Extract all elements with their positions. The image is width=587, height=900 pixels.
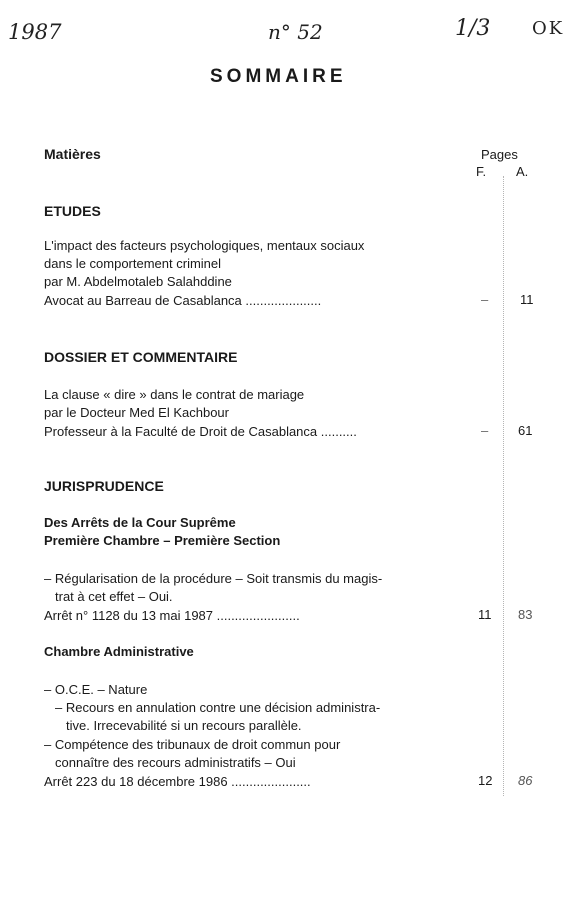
dossier-line-3: Professeur à la Faculté de Droit de Casablanca .......... <box>44 424 357 439</box>
handwritten-fraction: 1/3 <box>455 16 491 41</box>
entry1-line-1: – Régularisation de la procédure – Soit transmis du magis- <box>44 571 383 586</box>
handwritten-ok: OK <box>532 18 565 39</box>
etudes-line-4: Avocat au Barreau de Casablanca ..................... <box>44 293 322 308</box>
dossier-page-f: – <box>481 423 489 438</box>
section-heading-etudes: ETUDES <box>44 203 101 219</box>
page-title: SOMMAIRE <box>210 66 347 87</box>
entry2-page-a: 86 <box>518 773 533 788</box>
column-f: F. <box>476 164 487 179</box>
column-matieres: Matières <box>44 146 101 162</box>
column-pages: Pages <box>481 147 518 162</box>
cour-supreme-heading: Des Arrêts de la Cour Suprême <box>44 515 236 530</box>
column-a: A. <box>516 164 529 179</box>
etudes-page-a: 11 <box>520 292 534 307</box>
section-heading-jurisprudence: JURISPRUDENCE <box>44 478 164 494</box>
etudes-line-2: dans le comportement criminel <box>44 256 222 271</box>
entry2-line-4: – Compétence des tribunaux de droit commun pour <box>44 737 341 752</box>
entry2-line-1: – O.C.E. – Nature <box>44 682 148 697</box>
entry1-line-3: Arrêt n° 1128 du 13 mai 1987 ....................... <box>44 608 300 623</box>
etudes-page-f: – <box>481 292 489 307</box>
entry2-line-3: tive. Irrecevabilité si un recours parallèle. <box>66 718 302 733</box>
section-heading-dossier: DOSSIER ET COMMENTAIRE <box>44 349 238 365</box>
entry2-line-5: connaître des recours administratifs – Oui <box>55 755 296 770</box>
premiere-chambre-heading: Première Chambre – Première Section <box>44 533 281 548</box>
entry2-line-6: Arrêt 223 du 18 décembre 1986 ...................... <box>44 774 311 789</box>
dossier-line-2: par le Docteur Med El Kachbour <box>44 405 229 420</box>
handwritten-number: n° 52 <box>268 20 323 44</box>
dossier-line-1: La clause « dire » dans le contrat de mariage <box>44 387 305 402</box>
entry1-line-2: trat à cet effet – Oui. <box>55 589 173 604</box>
entry1-page-f: 11 <box>478 607 492 622</box>
handwritten-year: 1987 <box>8 20 62 44</box>
etudes-line-3: par M. Abdelmotaleb Salahddine <box>44 274 232 289</box>
chambre-administrative-heading: Chambre Administrative <box>44 644 194 659</box>
dossier-page-a: 61 <box>518 423 533 438</box>
column-divider <box>503 176 504 796</box>
etudes-line-1: L'impact des facteurs psychologiques, mentaux sociaux <box>44 238 365 253</box>
entry2-line-2: – Recours en annulation contre une décision administra- <box>55 700 381 715</box>
entry2-page-f: 12 <box>478 773 493 788</box>
entry1-page-a: 83 <box>518 607 533 622</box>
